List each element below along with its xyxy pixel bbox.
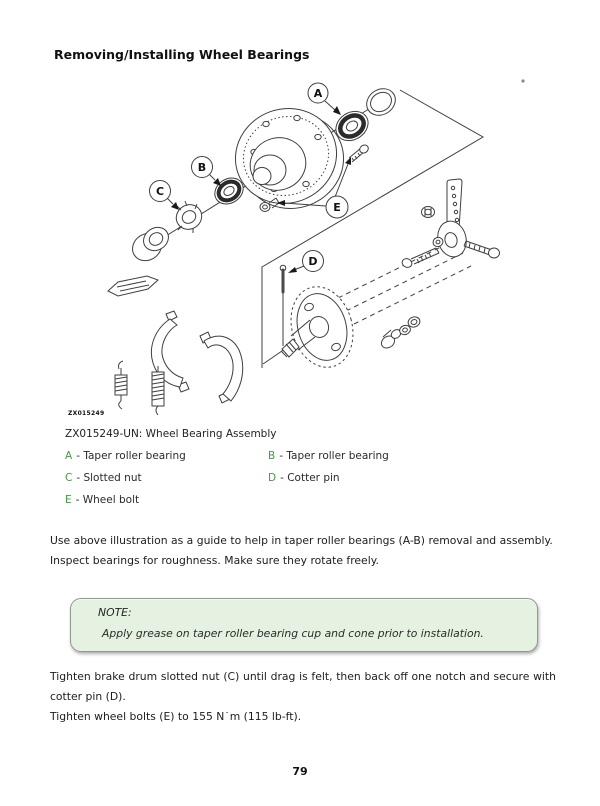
figure-legend: [65, 450, 525, 516]
legend-label: - Wheel bolt: [75, 494, 140, 506]
legend-key: B: [268, 450, 276, 462]
legend-key: C: [65, 472, 73, 484]
note-title: NOTE:: [98, 606, 132, 619]
instructions-paragraph-2: [50, 667, 556, 728]
knuckle-assembly: [401, 179, 500, 269]
legend-label: - Taper roller bearing: [279, 450, 389, 462]
legend-key: E: [65, 494, 72, 506]
note-box: [70, 598, 538, 652]
callout-c: [150, 181, 180, 211]
cotter-pin: [280, 265, 286, 346]
return-spring: [115, 361, 127, 409]
legend-key: A: [65, 450, 73, 462]
brake-shoe-right: [200, 332, 243, 403]
instructions-paragraph-1: [50, 531, 556, 571]
flange-small-parts: [379, 315, 421, 350]
legend-item-a: [65, 450, 268, 462]
legend-key: D: [268, 472, 277, 484]
dust-cap: [127, 223, 173, 266]
stray-dot: [521, 79, 524, 82]
svg-text:A: A: [313, 87, 323, 100]
page-title: Removing/Installing Wheel Bearings: [54, 47, 310, 62]
figure-caption: ZX015249-UN: Wheel Bearing Assembly: [65, 428, 277, 440]
legend-label: - Taper roller bearing: [76, 450, 186, 462]
adjuster-lever: [108, 276, 158, 296]
callout-d: [288, 251, 324, 274]
callout-a: [308, 83, 341, 115]
artifact-label: ZX015249: [68, 410, 105, 417]
hold-down-spring: [152, 366, 164, 415]
svg-text:B: B: [197, 161, 207, 174]
body-sentence: Use above illustration as a guide to help in taper roller bearings (A-B) removal and assembly.: [50, 534, 553, 547]
body-sentence: Tighten brake drum slotted nut (C) until drag is felt, then back off one notch and secure with cotter pin (D).: [50, 670, 556, 704]
legend-item-c: [65, 472, 268, 484]
hub-stud: [349, 143, 370, 162]
body-sentence: Inspect bearings for roughness. Make sure they rotate freely.: [50, 554, 379, 568]
legend-label: - Cotter pin: [280, 472, 340, 484]
svg-text:D: D: [308, 255, 318, 268]
callout-b: [192, 157, 222, 187]
note-text: Apply grease on taper roller bearing cup and cone prior to installation.: [102, 627, 484, 640]
svg-text:E: E: [333, 201, 341, 214]
body-sentence: Tighten wheel bolts (E) to 155 N˙m (115 lb-ft).: [50, 710, 302, 724]
legend-item-e: [65, 494, 268, 506]
svg-text:C: C: [155, 185, 165, 198]
legend-item-d: [268, 472, 525, 484]
grease-seal: [362, 83, 401, 120]
legend-label: - Slotted nut: [76, 472, 142, 484]
legend-item-b: [268, 450, 525, 462]
page-number: 79: [292, 765, 308, 778]
